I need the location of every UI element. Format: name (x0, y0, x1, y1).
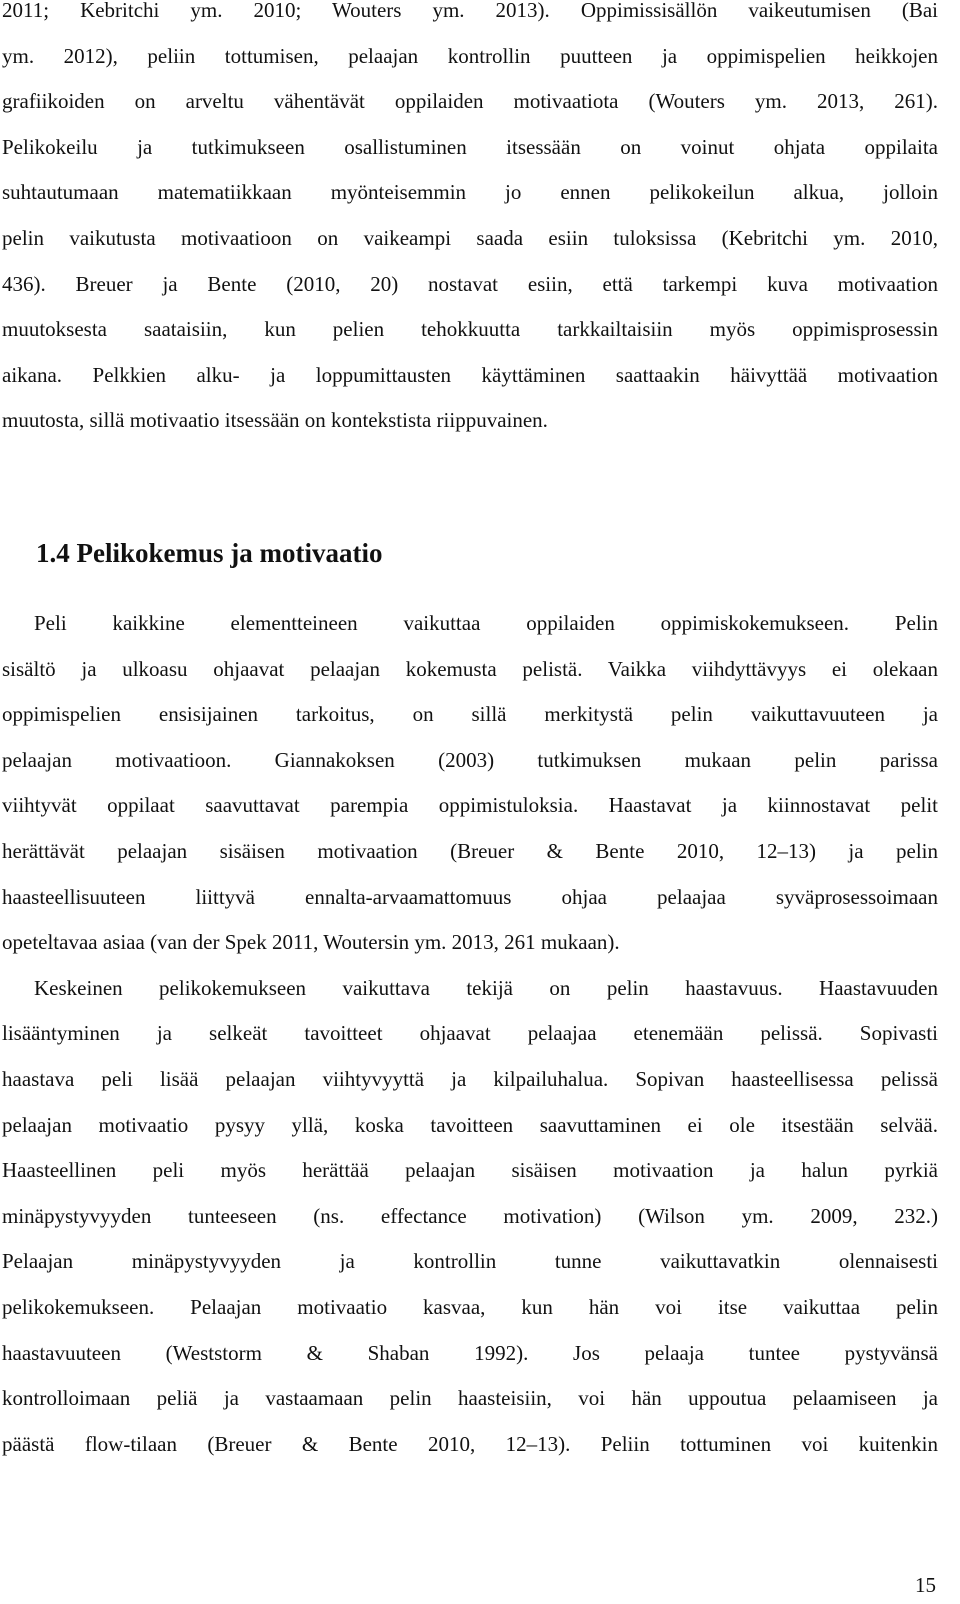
text-line: Pelaajan minäpystyvyyden ja kontrollin tunne vaikuttavatkin olennaisesti (2, 1249, 938, 1274)
text-line: pelaajan motivaatioon. Giannakoksen (2003) tutkimuksen mukaan pelin parissa (2, 747, 938, 772)
text-line: herättävät pelaajan sisäisen motivaation (Breuer & Bente 2010, 12–13) ja pelin (2, 838, 938, 863)
text-line: oppimispelien ensisijainen tarkoitus, on sillä merkitystä pelin vaikuttavuuteen ja (2, 702, 938, 727)
text-line: kontrolloimaan peliä ja vastaamaan pelin haasteisiin, voi hän uppoutua pelaamiseen ja (2, 1386, 938, 1411)
page-number: 15 (915, 1573, 936, 1597)
text-line: muutosta, sillä motivaatio itsessään on kontekstista riippuvainen. (2, 408, 548, 433)
text-line: viihtyvät oppilaat saavuttavat parempia oppimistuloksia. Haastavat ja kiinnostavat pelit (2, 793, 938, 818)
text-line: pelaajan motivaatio pysyy yllä, koska tavoitteen saavuttaminen ei ole itsestään selvää. (2, 1112, 938, 1137)
section-heading: 1.4 Pelikokemus ja motivaatio (36, 538, 383, 568)
text-line: pelikokemukseen. Pelaajan motivaatio kasvaa, kun hän voi itse vaikuttaa pelin (2, 1294, 938, 1319)
text-line: aikana. Pelkkien alku- ja loppumittausten käyttäminen saattaakin häivyttää motivaation (2, 362, 938, 387)
body-text (2, 601, 938, 1467)
text-line: suhtautumaan matematiikkaan myönteisemmin jo ennen pelikokeilun alkua, jolloin (2, 180, 938, 205)
text-line: opeteltavaa asiaa (van der Spek 2011, Woutersin ym. 2013, 261 mukaan). (2, 930, 620, 955)
text-line: 2011; Kebritchi ym. 2010; Wouters ym. 2013). Oppimissisällön vaikeutumisen (Bai (2, 0, 938, 22)
body-paragraph (2, 0, 938, 444)
text-line: pelin vaikutusta motivaatioon on vaikeampi saada esiin tuloksissa (Kebritchi ym. 2010, (2, 225, 938, 250)
text-line: Peli kaikkine elementteineen vaikuttaa oppilaiden oppimiskokemukseen. Pelin (34, 611, 938, 635)
text-line: Pelikokeilu ja tutkimukseen osallistuminen itsessään on voinut ohjata oppilaita (2, 134, 938, 159)
text-line: lisääntyminen ja selkeät tavoitteet ohjaavat pelaajaa etenemään pelissä. Sopivasti (2, 1021, 938, 1046)
text-line: grafiikoiden on arveltu vähentävät oppilaiden motivaatiota (Wouters ym. 2013, 261). (2, 89, 938, 114)
text-line: minäpystyvyyden tunteeseen (ns. effectance motivation) (Wilson ym. 2009, 232.) (2, 1203, 938, 1228)
text-line: Keskeinen pelikokemukseen vaikuttava tekijä on pelin haastavuus. Haastavuuden (34, 975, 938, 1000)
text-line: haastava peli lisää pelaajan viihtyvyyttä ja kilpailuhalua. Sopivan haasteellisessa pelissä (2, 1066, 938, 1091)
text-line: sisältö ja ulkoasu ohjaavat pelaajan kokemusta pelistä. Vaikka viihdyttävyys ei olekaan (2, 656, 938, 681)
text-line: haasteellisuuteen liittyvä ennalta-arvaamattomuus ohjaa pelaajaa syväprosessoimaan (2, 884, 938, 909)
text-line: haastavuuteen (Weststorm & Shaban 1992). Jos pelaaja tuntee pystyvänsä (2, 1340, 938, 1365)
text-line: ym. 2012), peliin tottumisen, pelaajan kontrollin puutteen ja oppimispelien heikkojen (2, 43, 938, 68)
text-line: muutoksesta saataisiin, kun pelien tehokkuutta tarkkailtaisiin myös oppimisprosessin (2, 317, 938, 342)
text-line: päästä flow-tilaan (Breuer & Bente 2010, 12–13). Peliin tottuminen voi kuitenkin (2, 1431, 938, 1456)
text-line: Haasteellinen peli myös herättää pelaajan sisäisen motivaation ja halun pyrkiä (2, 1158, 938, 1183)
text-line: 436). Breuer ja Bente (2010, 20) nostavat esiin, että tarkempi kuva motivaation (2, 271, 938, 296)
